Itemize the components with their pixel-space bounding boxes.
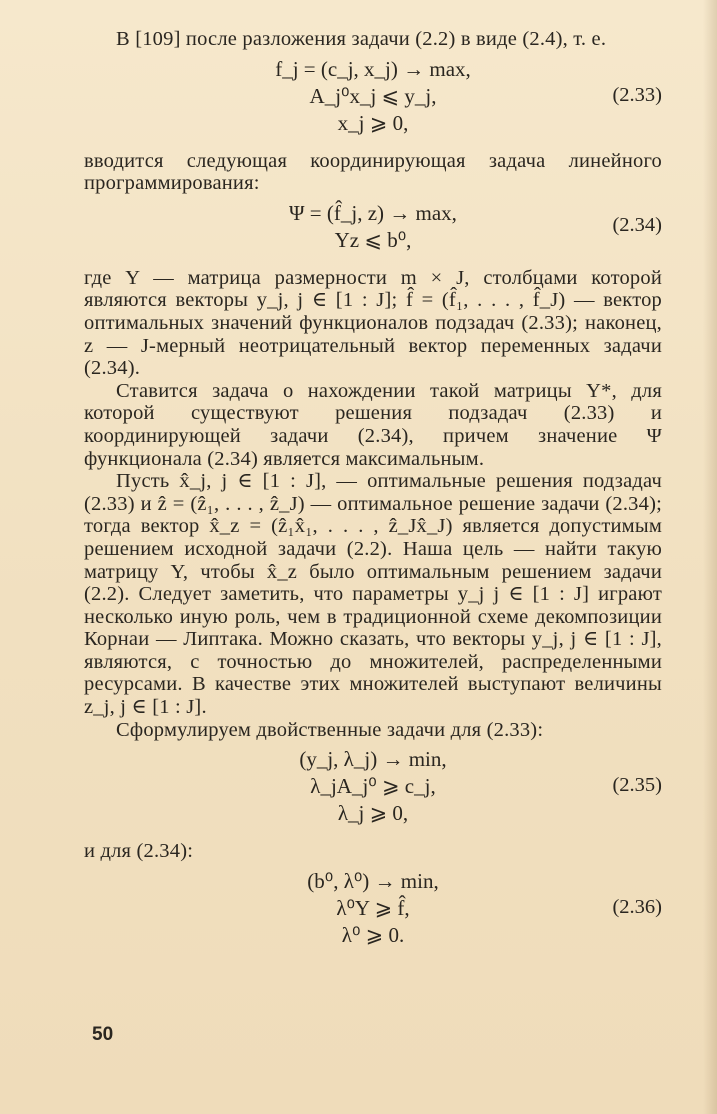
paragraph-and-for: и для (2.34): [84, 840, 194, 863]
equation-line: λ⁰ ⩾ 0. [341, 922, 405, 947]
equation-number: (2.36) [612, 895, 662, 918]
page-edge-shadow [703, 0, 717, 1114]
text-column [84, 28, 662, 962]
paragraph-definitions: где Y — матрица размерности m × J, столбцами которой являются векторы y_j, j ∈ [1 : J]; f̂ = (f̂₁, . . . , f̂_J) — вектор оптимальных значений функционалов подзадач (2.33); наконец, z — J-мерный неотрицательный вектор переменных задачи (2.34). [84, 266, 662, 380]
equation-line: λ_jA_j⁰ ⩾ c_j, [310, 774, 436, 799]
equation-2-36 [84, 868, 662, 949]
equation-2-34 [84, 200, 662, 254]
equation-2-33 [84, 56, 662, 137]
equation-line: f_j = (c_j, x_j) → max, [275, 56, 471, 81]
paragraph-coordinating-task: вводится следующая координирующая задача линейного программирования: [84, 149, 662, 195]
equation-line: λ⁰Y ⩾ f̂, [336, 895, 410, 920]
equation-line: λ_j ⩾ 0, [337, 801, 409, 826]
equation-line: x_j ⩾ 0, [337, 110, 409, 135]
equation-line: (b⁰, λ⁰) → min, [307, 868, 439, 893]
paragraph-intro: В [109] после разложения задачи (2.2) в виде (2.4), т. е. [116, 28, 607, 50]
equation-line: Yz ⩽ b⁰, [334, 227, 412, 252]
equation-line: Ψ = (f̂_j, z) → max, [289, 200, 457, 225]
equation-line: (y_j, λ_j) → min, [299, 747, 447, 772]
equation-number: (2.35) [612, 774, 662, 797]
paragraph-problem-statement: Ставится задача о нахождении такой матрицы Y*, для которой существуют решения подзадач (2.33) и координирующей задачи (2.34), причем значение Ψ функционала (2.34) является максимальным. [84, 379, 662, 470]
page-number: 50 [92, 1024, 114, 1045]
paragraph-dual-intro: Сформулируем двойственные задачи для (2.33): [116, 718, 544, 741]
equation-number: (2.33) [612, 83, 662, 106]
equation-number: (2.34) [612, 213, 662, 236]
paragraph-solutions: Пусть x̂_j, j ∈ [1 : J], — оптимальные решения подзадач (2.33) и ẑ = (ẑ₁, . . . , ẑ_J) — оптимальное решение задачи (2.34); тогда вектор x̂_z = (ẑ₁x̂₁, . . . , ẑ_Jx̂_J) является допустимым решением исходной задачи (2.2). Наша цель — найти такую матрицу Y, чтобы x̂_z было оптимальным решением задачи (2.2). Следует заметить, что параметры y_j j ∈ [1 : J] играют несколько иную роль, чем в традиционной схеме декомпозиции Корнаи — Липтака. Можно сказать, что векторы y_j, j ∈ [1 : J], являются, с точностью до множителей, распределенными ресурсами. В качестве этих множителей выступают величины z_j, j ∈ [1 : J]. [84, 470, 662, 719]
equation-line: A_j⁰x_j ⩽ y_j, [309, 83, 437, 108]
equation-2-35 [84, 746, 662, 827]
